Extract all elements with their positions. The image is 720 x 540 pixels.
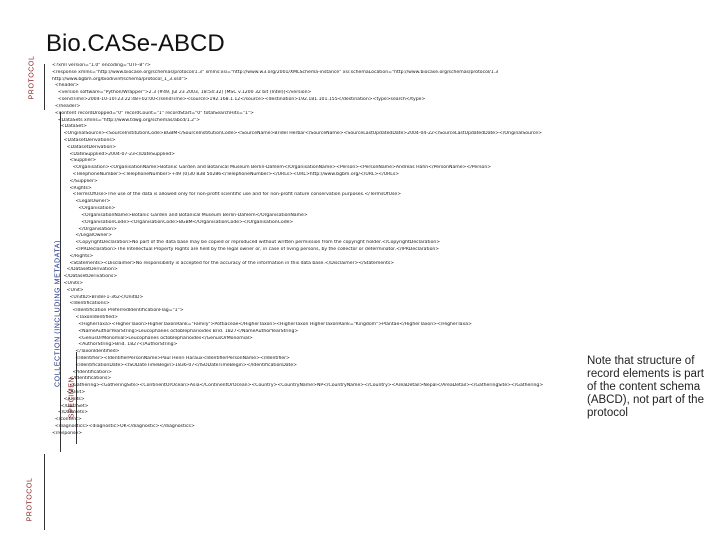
xml-line: </response>	[52, 430, 83, 436]
xml-line: <DateSupplied>2004-07-23</DateSupplied>	[52, 151, 176, 157]
protocol-top-bracket	[44, 64, 45, 110]
xml-line: <diagnostics><diagnostic>OK</diagnostic></diagnostics>	[52, 424, 195, 430]
xml-line: <Units>	[52, 281, 84, 286]
xml-line: <Organisation><OrganisationName>Botanic Garden and Botanical Museum Berlin-Dahlem</OrganisationName><Person><PersonName>Andreas Hahn</PersonName></Person>	[52, 165, 492, 171]
xml-line: </DatasetDerivations>	[52, 274, 118, 280]
xml-line: <HigherTaxa><HigherTaxon>HigherTaxonRank="Family">Pottiaceae</HigherTaxon><HigherTaxon HigherTaxonRank="Kingdom">Plantae</HigherTaxon></HigherTaxa>	[52, 321, 472, 327]
xml-line: <response xmlns="http://www.biocase.org/schemas/protocol/1.3" xmlns:xsi="http://www.w3.org/2001/XMLSchema-instance" xsi:schemaLocation="http://www.biocase.org/schemas/protocol/1.3	[52, 69, 499, 75]
xml-line: </DataSet>	[52, 403, 89, 409]
collection-label: COLLECTION (INCLUDING METADATA)	[54, 240, 62, 387]
xml-line: </content>	[52, 417, 82, 423]
xml-line: <Gathering><GatheringSite><ContinentOrOcean>Asia</ContinentOrOcean><Country><CountryName>NP</CountryName></Country><AreaDetail>Nepal</AreaDetail></GatheringSite></Gathering>	[52, 383, 544, 389]
xml-line: <UnitID>Bridel-1-362</UnitID>	[52, 294, 144, 300]
xml-line: <AuthorString>Brid. 1827</AuthorString>	[52, 342, 178, 348]
xml-line: <Identification PreferredIdentificationFlag="1">	[52, 308, 184, 314]
xml-line: <CopyrightDeclaration>No part of the data base may be copied or reproduced without written permission from the copyright holder.</CopyrightDeclaration>	[52, 240, 441, 246]
xml-line: </Rights>	[52, 253, 94, 259]
xml-line: <version software="Python/Wrapper">2.3 (#49, Jul 23 2003, 18:54:32) [MSC v.1200 32 bit (Intel)]</version>	[52, 90, 312, 96]
xml-line: http://www.bgbm.org/biodivinf/schema/protocol_1_3.xsd">	[52, 76, 188, 82]
protocol-bottom-label: PROTOCOL	[26, 477, 34, 522]
xml-line: <TelephoneNumber><TelephoneNumber>+49 (0)30 838 50286</TelephoneNumber></URLs><URL>http://www.bgbm.org/</URL></URLs>	[52, 172, 400, 177]
xml-line: <GenusOrMonomial>Leucophanes octoblepharioides</GenusOrMonomial>	[52, 335, 253, 341]
xml-line: <OrganisationCode><OrganisationCode>BGBM</OrganisationCode></OrganisationCode>	[52, 219, 294, 225]
xml-line: <OrganisationName>Botanic Garden and Botanical Museum Berlin-Dahlem</OrganisationName>	[52, 212, 308, 218]
xml-line: </LegalOwner>	[52, 233, 112, 239]
xml-line: <IdentificationDate><ISODateTimeBegin>1836-07</ISODateTimeBegin></IdentificationDate>	[52, 362, 298, 368]
xml-line: <Identifier><IdentifierPersonName>Paul Henri Haraux<IdentifierPersonName></Identifier>	[52, 355, 290, 361]
xml-line: <NameAuthorYearString>Leucophanes octoblepharioides Brid. 1827</NameAuthorYearString>	[52, 328, 299, 334]
xml-line: </Identification>	[52, 369, 112, 375]
xml-line: <Rights>	[52, 185, 92, 191]
protocol-bottom-bracket	[44, 454, 45, 530]
xml-line: <DataSet>	[52, 124, 87, 130]
xml-line: </Unit>	[52, 390, 86, 395]
protocol-top-label: PROTOCOL	[28, 55, 36, 100]
xml-line: <Identifications>	[52, 301, 110, 307]
xml-line: <DatasetDerivations>	[52, 137, 116, 143]
xml-line: <?xml version="1.0" encoding="UTF-8"?>	[52, 63, 151, 68]
xml-line: <LegalOwner>	[52, 199, 111, 205]
xml-line: <content recordDropped="0" recordCount="1" recordStart="0" totalSearchHits="1">	[52, 110, 254, 116]
xml-line: </Supplier>	[52, 178, 98, 184]
xml-line: <Supplier>	[52, 158, 97, 164]
xml-line: <TaxonIdentified>	[52, 315, 118, 321]
xml-line: <header>	[52, 83, 79, 89]
xml-line: <TermsOfUse>The use of the data is allowed only for non-profit scientific use and for non-profit nature conservation purposes.</TermsOfUse>	[52, 192, 402, 198]
specimen-label: SPECIMEN	[68, 376, 76, 419]
xml-line: </header>	[52, 103, 81, 109]
xml-line: </Identifications>	[52, 376, 112, 382]
xml-line: <DataSets xmlns="http://www.tdwg.org/schemas/abcd/1.2">	[52, 117, 200, 123]
xml-line: </DatasetDerivation>	[52, 267, 118, 273]
xml-line: </DataSets>	[52, 410, 88, 416]
xml-response-listing	[52, 63, 692, 533]
note-callout: Note that structure of record elements is part of the content schema (ABCD), not part of the protocol	[584, 352, 710, 430]
xml-line: <sendTime>2004-10-10T23:22:48+02:00</sendTime><source>192.168.1.12</source><destination>192.181.101.155</destination><type>search</type>	[52, 97, 426, 103]
xml-line: </Organisation>	[52, 226, 117, 232]
xml-line: <IPRDeclaration>The Intellectual Property Rights are held by the legal owner or, in case of living persons, by the collector or determinator.</IPRDeclaration>	[52, 246, 440, 252]
xml-line: <OriginalSource><SourceInstitutionCode>BGBM</SourceInstitutionCode><SourceName>Bridel Herbar</SourceName><SourceLastUpdatedDate>2004-04-22</SourceLastUpdatedDate></OriginalSource>	[52, 131, 542, 137]
xml-line: <Statements><Disclaimer>No responsibility is accepted for the accuracy of the information in this data base.</Disclaimer></Statements>	[52, 260, 395, 266]
xml-line: <Organisation>	[52, 206, 116, 212]
xml-line: <Unit>	[52, 287, 84, 293]
xml-line: </TaxonIdentified>	[52, 349, 120, 355]
page-title: Bio.CASe-ABCD	[46, 30, 225, 57]
xml-line: <DatasetDerivation>	[52, 144, 117, 150]
xml-line: </Units>	[52, 396, 85, 402]
